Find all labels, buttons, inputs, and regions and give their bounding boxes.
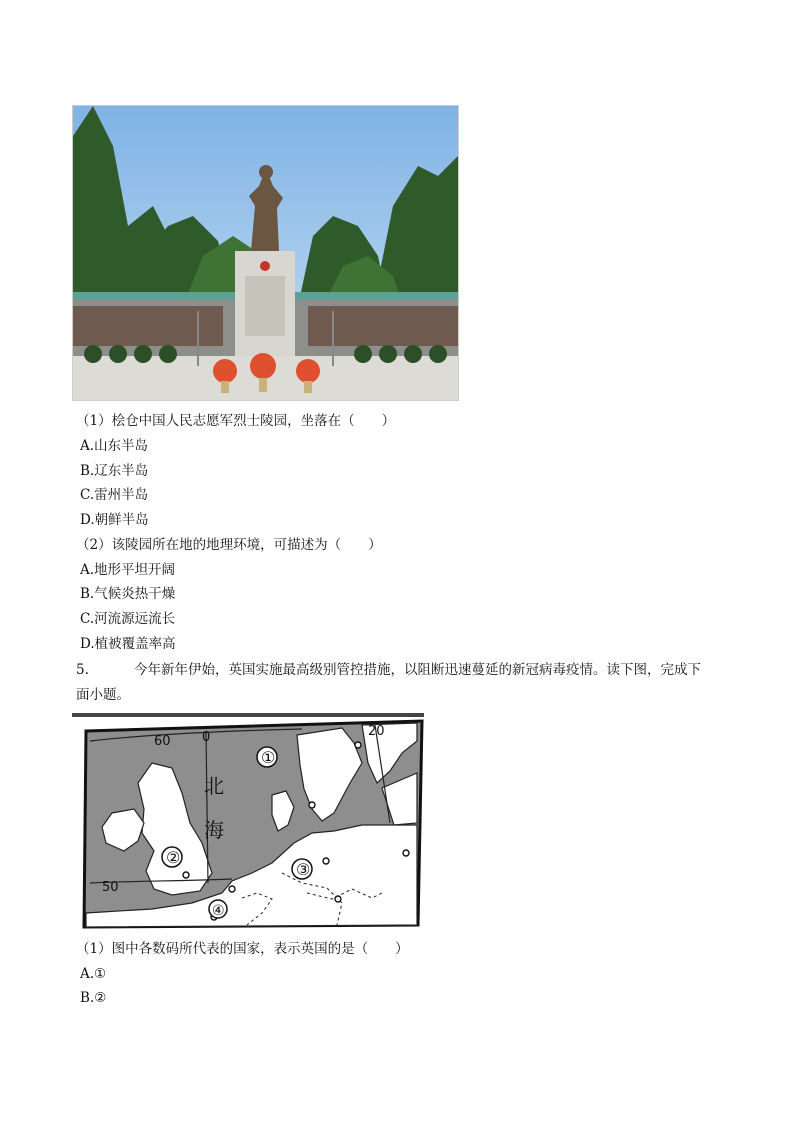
- q4-sub2-option-c[interactable]: C.河流源远流长: [80, 611, 176, 627]
- map-label-sea: 海: [204, 818, 224, 842]
- map-label-0: 0: [202, 730, 211, 745]
- q4-sub2-option-a[interactable]: A.地形平坦开阔: [80, 562, 176, 578]
- europe-map: [72, 713, 424, 931]
- q5-sub1-option-b[interactable]: B.②: [80, 990, 107, 1006]
- q5-sub1-stem: （1）图中各数码所代表的国家，表示英国的是（ ）: [76, 941, 409, 957]
- map-label-2: ②: [166, 848, 181, 867]
- q5-text-line2: 面小题。: [76, 687, 130, 703]
- q5-text-line1: 今年新年伊始，英国实施最高级别管控措施，以阻断迅速蔓延的新冠病毒疫情。读下图，完成下: [134, 662, 701, 678]
- q4-sub1-stem: （1）桧仓中国人民志愿军烈士陵园，坐落在（ ）: [76, 413, 396, 429]
- europe-map-svg: [72, 713, 424, 931]
- q4-sub2-option-b[interactable]: B.气候炎热干燥: [80, 586, 176, 602]
- q5-sub1-option-a[interactable]: A.①: [80, 966, 107, 982]
- map-label-50: 50: [102, 880, 119, 895]
- map-label-1: ①: [261, 748, 276, 767]
- map-label-4: ④: [212, 903, 225, 919]
- q4-sub2-option-d[interactable]: D.植被覆盖率高: [80, 636, 176, 652]
- q4-sub1-option-d[interactable]: D.朝鲜半岛: [80, 512, 149, 528]
- map-label-60: 60: [154, 734, 171, 749]
- map-label-20: 20: [368, 724, 385, 739]
- q4-sub1-option-b[interactable]: B.辽东半岛: [80, 463, 149, 479]
- q4-sub2-stem: （2）该陵园所在地的地理环境，可描述为（ ）: [76, 537, 382, 553]
- q5-number: 5.: [76, 662, 89, 678]
- memorial-photo-illustration: [73, 106, 458, 400]
- map-label-3: ③: [296, 860, 311, 879]
- q4-sub1-option-a[interactable]: A.山东半岛: [80, 438, 149, 454]
- map-label-north: 北: [204, 774, 224, 798]
- q4-sub1-option-c[interactable]: C.雷州半岛: [80, 487, 149, 503]
- memorial-photo: [72, 105, 459, 401]
